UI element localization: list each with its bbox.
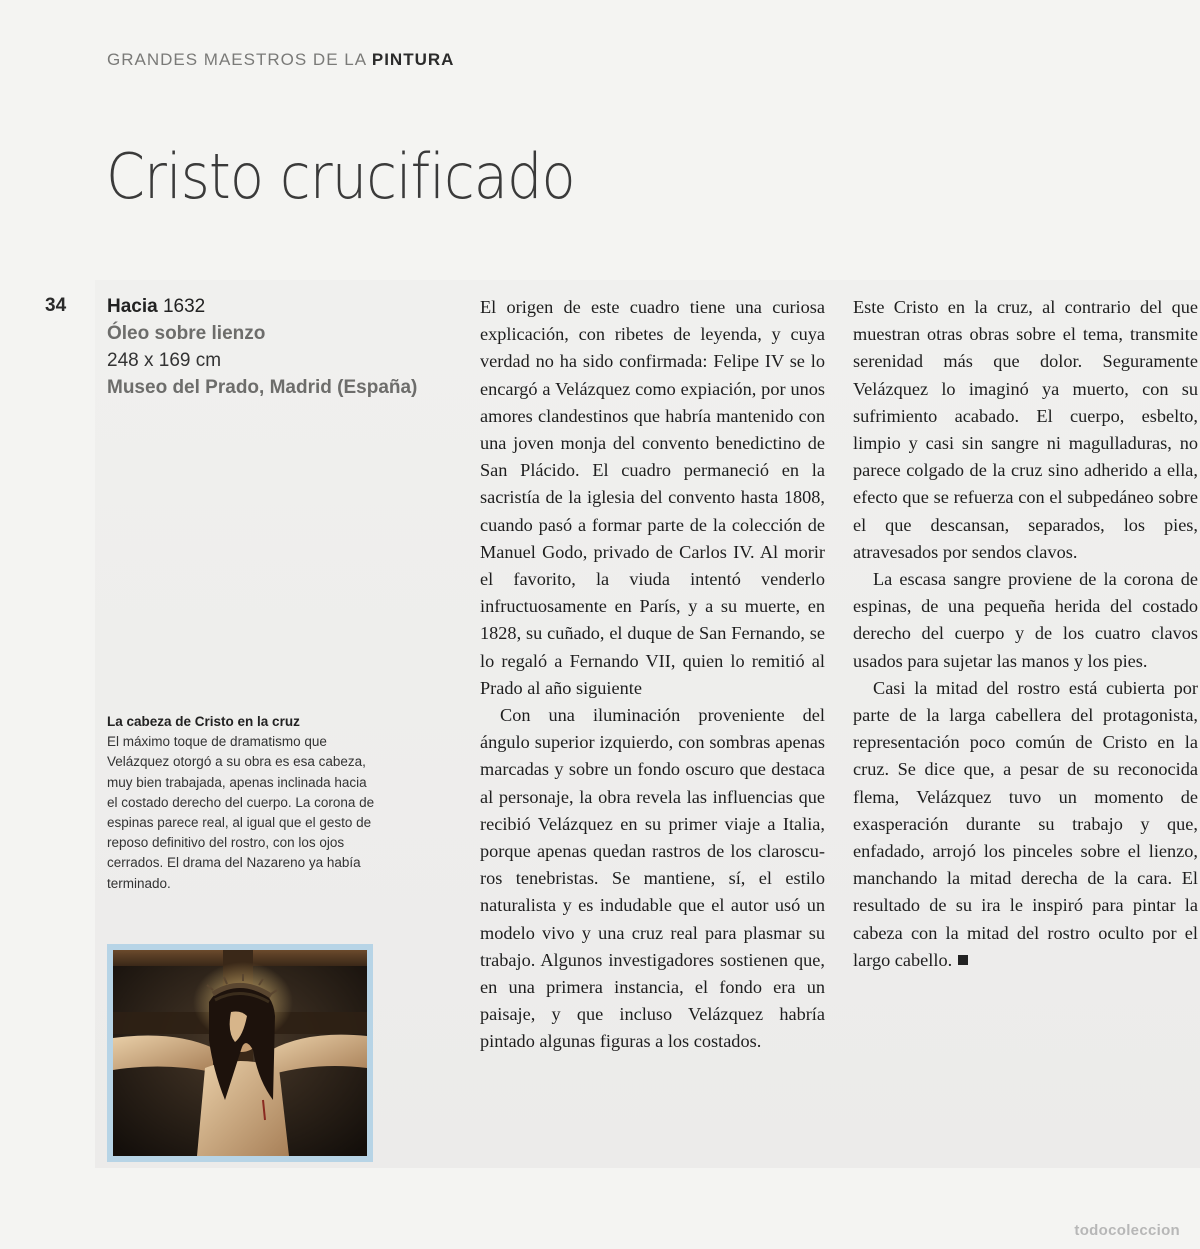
artwork-date <box>107 293 447 320</box>
artwork-medium: Óleo sobre lienzo <box>107 323 266 344</box>
article-paragraph: Este Cristo en la cruz, al contrario del que muestran otras obras sobre el tema, transmite serenidad más que dolor. Seguramente Velázquez lo imaginó ya muerto, con su sufrimiento acabado. El cuerpo, esbelto, limpio y casi sin sangre ni magulladuras, no parece colgado de la cruz sino adherido a ella, efecto que se refuerza con el subpedáneo sobre el que descansan, separados, los pies, atravesados por sendos clavos. <box>853 297 1198 562</box>
article-paragraph: La escasa sangre proviene de la corona de espinas, de una pequeña herida del costado derecho del cuerpo y de los cuatro clavos usados para sujetar las manos y los pies. <box>853 569 1198 671</box>
painting-detail-image <box>107 944 373 1162</box>
artwork-size: 248 x 169 cm <box>107 350 222 371</box>
article-paragraph: Con una iluminación proveniente del ángulo superior izquierdo, con sombras apenas marcadas y sobre un fondo oscuro que destaca al personaje, la obra revela las influencias que recibió Velázquez en su primer viaje a Italia, porque apenas quedan rastros de los claroscuros tenebristas. Se mantiene, sí, el estilo naturalista y es indudable que el autor usó un modelo vivo y una cruz real para plasmar su trabajo. Algunos investigadores sostienen que, en una primera instancia, el fondo era un paisaje, y que incluso Velázquez habría pintado algunas figuras a los costados. <box>480 705 825 1052</box>
series-bold-text: PINTURA <box>371 50 455 69</box>
article-paragraph: El origen de este cuadro tiene una curiosa explicación, con ribetes de leyenda, y cuya verdad no ha sido confirmada: Felipe IV se lo encargó a Velázquez como expiación, por unos amores clandestinos que habría mantenido con una joven monja del convento benedictino de San Plácido. El cuadro permaneció en la sacristía de la iglesia del convento hasta 1808, cuando pasó a formar parte de la colección de Manuel Godo, privado de Carlos IV. Al morir el favorito, la viuda intentó venderlo infructuosamente en París, y a su muerte, en 1828, su cuñado, el duque de San Fernando, se lo regaló a Fernando VII, quien lo remitió al Prado al año siguiente <box>480 297 825 698</box>
page-title: Cristo crucificado <box>106 140 575 213</box>
image-caption <box>107 712 377 894</box>
article-paragraph-final <box>853 675 1198 974</box>
watermark-text: todocoleccion <box>1074 1222 1180 1239</box>
artwork-date-value: 1632 <box>162 296 206 317</box>
series-light-text: GRANDES MAESTROS DE LA <box>107 50 367 69</box>
article-column-1 <box>480 294 825 1056</box>
artwork-metadata <box>107 293 447 401</box>
artwork-date-label: Hacia <box>107 296 158 317</box>
caption-title: La cabeza de Cristo en la cruz <box>107 714 300 729</box>
caption-text: El máximo toque de dramatismo que Velázquez otorgó a su obra es esa cabeza, muy bien trabajada, apenas inclinada hacia el costado derecho del cuerpo. La corona de espinas parece real, al igual que el gesto de reposo definitivo del rostro, con los ojos cerrados. El drama del Nazareno ya había terminado. <box>107 734 375 891</box>
page-number: 34 <box>45 295 67 316</box>
christ-head-painting <box>113 950 367 1156</box>
series-header <box>107 50 454 70</box>
end-of-article-mark <box>958 955 968 965</box>
article-column-2 <box>853 294 1198 974</box>
article-paragraph-text: Casi la mitad del rostro está cubierta por parte de la larga cabellera del protagonista, representación poco común de Cristo en la cruz. Se dice que, a pesar de su reconocida flema, Velázquez tuvo un momento de exasperación durante su trabajo y que, enfadado, arrojó los pinceles sobre el lienzo, manchando la mitad derecha de la cara. El resultado de su ira le inspiró para pintar la cabeza con la mitad del rostro oculto por el largo cabello. <box>853 677 1198 970</box>
artwork-museum: Museo del Prado, Madrid (España) <box>107 377 418 398</box>
